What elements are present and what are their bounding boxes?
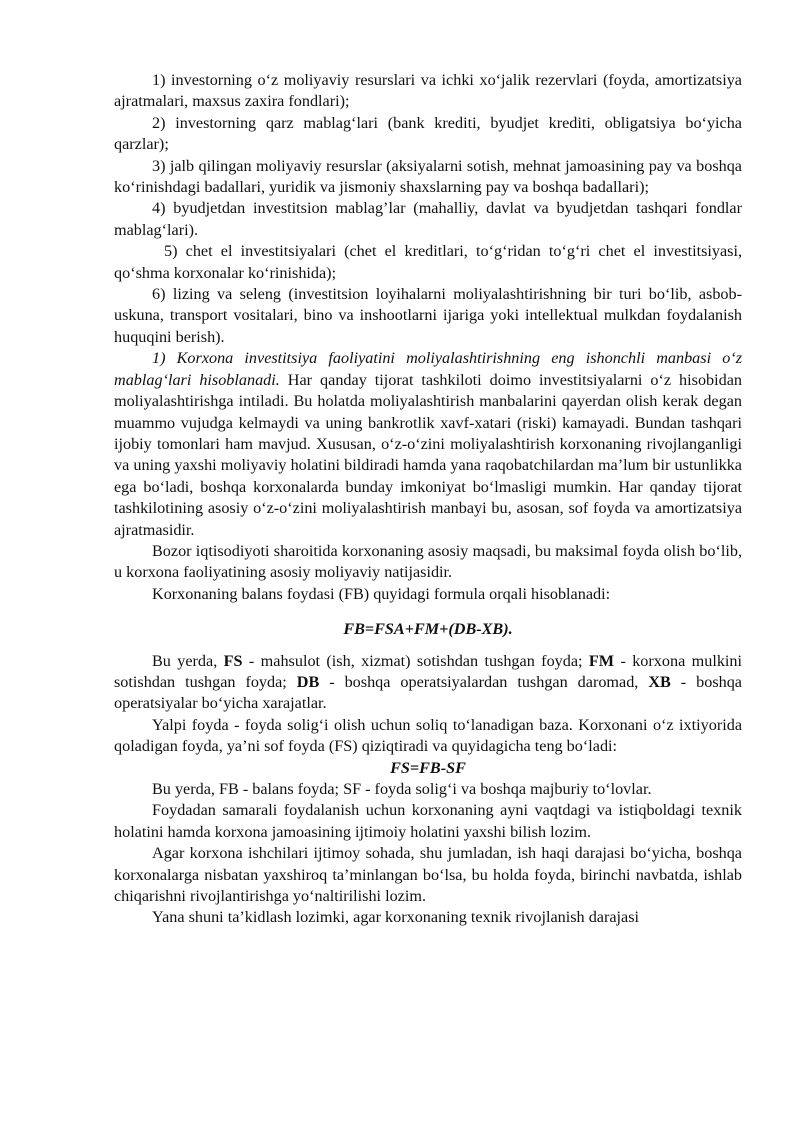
- paragraph-budget-funds: 4) byudjetdan investitsion mablag’lar (mahalliy, davlat va byudjetdan tashqari fondlar mablag‘lari).: [114, 199, 742, 239]
- legend-text: Bu yerda,: [152, 651, 224, 670]
- formula-balance-profit: FB=FSA+FM+(DB-XB).: [343, 620, 513, 639]
- paragraph-attracted-resources: 3) jalb qilingan moliyaviy resurslar (aksiyalarni sotish, mehnat jamoasining pay va boshqa ko‘rinishdagi badallari, yuridik va jismoniy shaxslarning pay va boshqa badallari);: [114, 156, 742, 197]
- paragraph-leasing: 6) lizing va seleng (investitsion loyihalarni moliyalashtirishning bir turi bo‘lib, asbob-uskuna, transport vositalari, bino va inshootlarni ijariga yoki intellektual mulkdan foydalanish huquqini berish).: [114, 285, 742, 346]
- legend-term-fm: FM: [588, 651, 615, 670]
- paragraph-gross-profit: Yalpi foyda - foyda solig‘i olish uchun soliq to‘lanadigan baza. Korxonani o‘z ixtiyorida qoladigan foyda, ya’ni sof foyda (FS) qiziqtiradi va quyidagicha teng bo‘ladi:: [114, 715, 742, 756]
- paragraph-social-sphere: Agar korxona ishchilari ijtimoy sohada, shu jumladan, ish haqi darajasi bo‘yicha, boshqa korxonalarga nisbatan yaxshiroq ta’minlangan bo‘lsa, bu holda foyda, birinchi navbatda, ishlab chiqarishni rivojlantirishga yo‘naltirilishi lozim.: [114, 844, 742, 906]
- legend-term-db: DB: [296, 672, 320, 691]
- document-page: [114, 70, 742, 929]
- paragraph-net-profit-legend: Bu yerda, FB - balans foyda; SF - foyda solig‘i va boshqa majburiy to‘lovlar.: [152, 780, 652, 798]
- paragraph-effective-use: Foydadan samarali foydalanish uchun korxonaning ayni vaqtdagi va istiqboldagi texnik holatini hamda korxona jamoasining ijtimoiy holatini yaxshi bilish lozim.: [114, 801, 742, 841]
- paragraph-formula-legend: [114, 651, 742, 715]
- paragraph-market-economy: Bozor iqtisodiyoti sharoitida korxonaning asosiy maqsadi, bu maksimal foyda olish bo‘lib, u korxona faoliyatining asosiy moliyaviy natijasidir.: [114, 541, 742, 582]
- paragraph-technical-level: Yana shuni ta’kidlash lozimki, agar korxonaning texnik rivojlanish darajasi: [152, 908, 640, 927]
- self-financing-text: Har qanday tijorat tashkiloti doimo investitsiyalarni o‘z hisobidan moliyalashtirishga intiladi. Bu holatda moliyalashtirish manbalarini qayerdan olish kerak degan muammo vujudga kelmaydi va uning bankrotlik xavf-xatari (riski) kamayadi. Bundan tashqari ijobiy tomonlari ham mavjud. Xususan, o‘z-o‘zini moliyalashtirish korxonaning rivojlanganligi va uning yaxshi moliyaviy holatini bildiradi hamda yana raqobatchilardan ma’lum bir ustunlikka ega bo‘ladi, boshqa korxonalarda bunday imkoniyat bo‘lmasligi mumkin. Har qanday tijorat tashkilotining asosiy o‘z-o‘zini moliyalashtirish manbayi bu, asosan, sof foyda va amortizatsiya ajratmasidir.: [114, 370, 742, 539]
- paragraph-self-financing: [114, 348, 742, 541]
- legend-term-xb: XB: [648, 672, 671, 691]
- formula-net-profit: FS=FB-SF: [390, 758, 466, 777]
- legend-text: - mahsulot (ish, xizmat) sotishdan tushgan foyda;: [242, 651, 589, 670]
- legend-text: - korxona mulkini sotishdan tushgan foyda;: [114, 651, 742, 691]
- paragraph-borrowed-funds: 2) investorning qarz mablag‘lari (bank krediti, byudjet krediti, obligatsiya bo‘yicha qarzlar);: [114, 113, 742, 154]
- paragraph-own-resources: 1) investorning o‘z moliyaviy resurslari va ichki xo‘jalik rezervlari (foyda, amortizatsiya ajratmalari, maxsus zaxira fondlari);: [114, 71, 742, 111]
- paragraph-foreign-investments: 5) chet el investitsiyalari (chet el kreditlari, to‘g‘ridan to‘g‘ri chet el investitsiyasi, qo‘shma korxonalar ko‘rinishida);: [114, 242, 742, 282]
- self-financing-heading: 1) Korxona investitsiya faoliyatini moliyalashtirishning eng ishonchli manbasi o‘z mablag‘lari hisoblanadi.: [114, 349, 742, 389]
- paragraph-balance-profit-intro: Korxonaning balans foydasi (FB) quyidagi formula orqali hisoblanadi:: [152, 584, 611, 603]
- legend-text: - boshqa operatsiyalardan tushgan daromad,: [319, 672, 649, 691]
- legend-text: - boshqa operatsiyalar bo‘yicha xarajatlar.: [114, 672, 742, 713]
- legend-term-fs: FS: [223, 651, 243, 670]
